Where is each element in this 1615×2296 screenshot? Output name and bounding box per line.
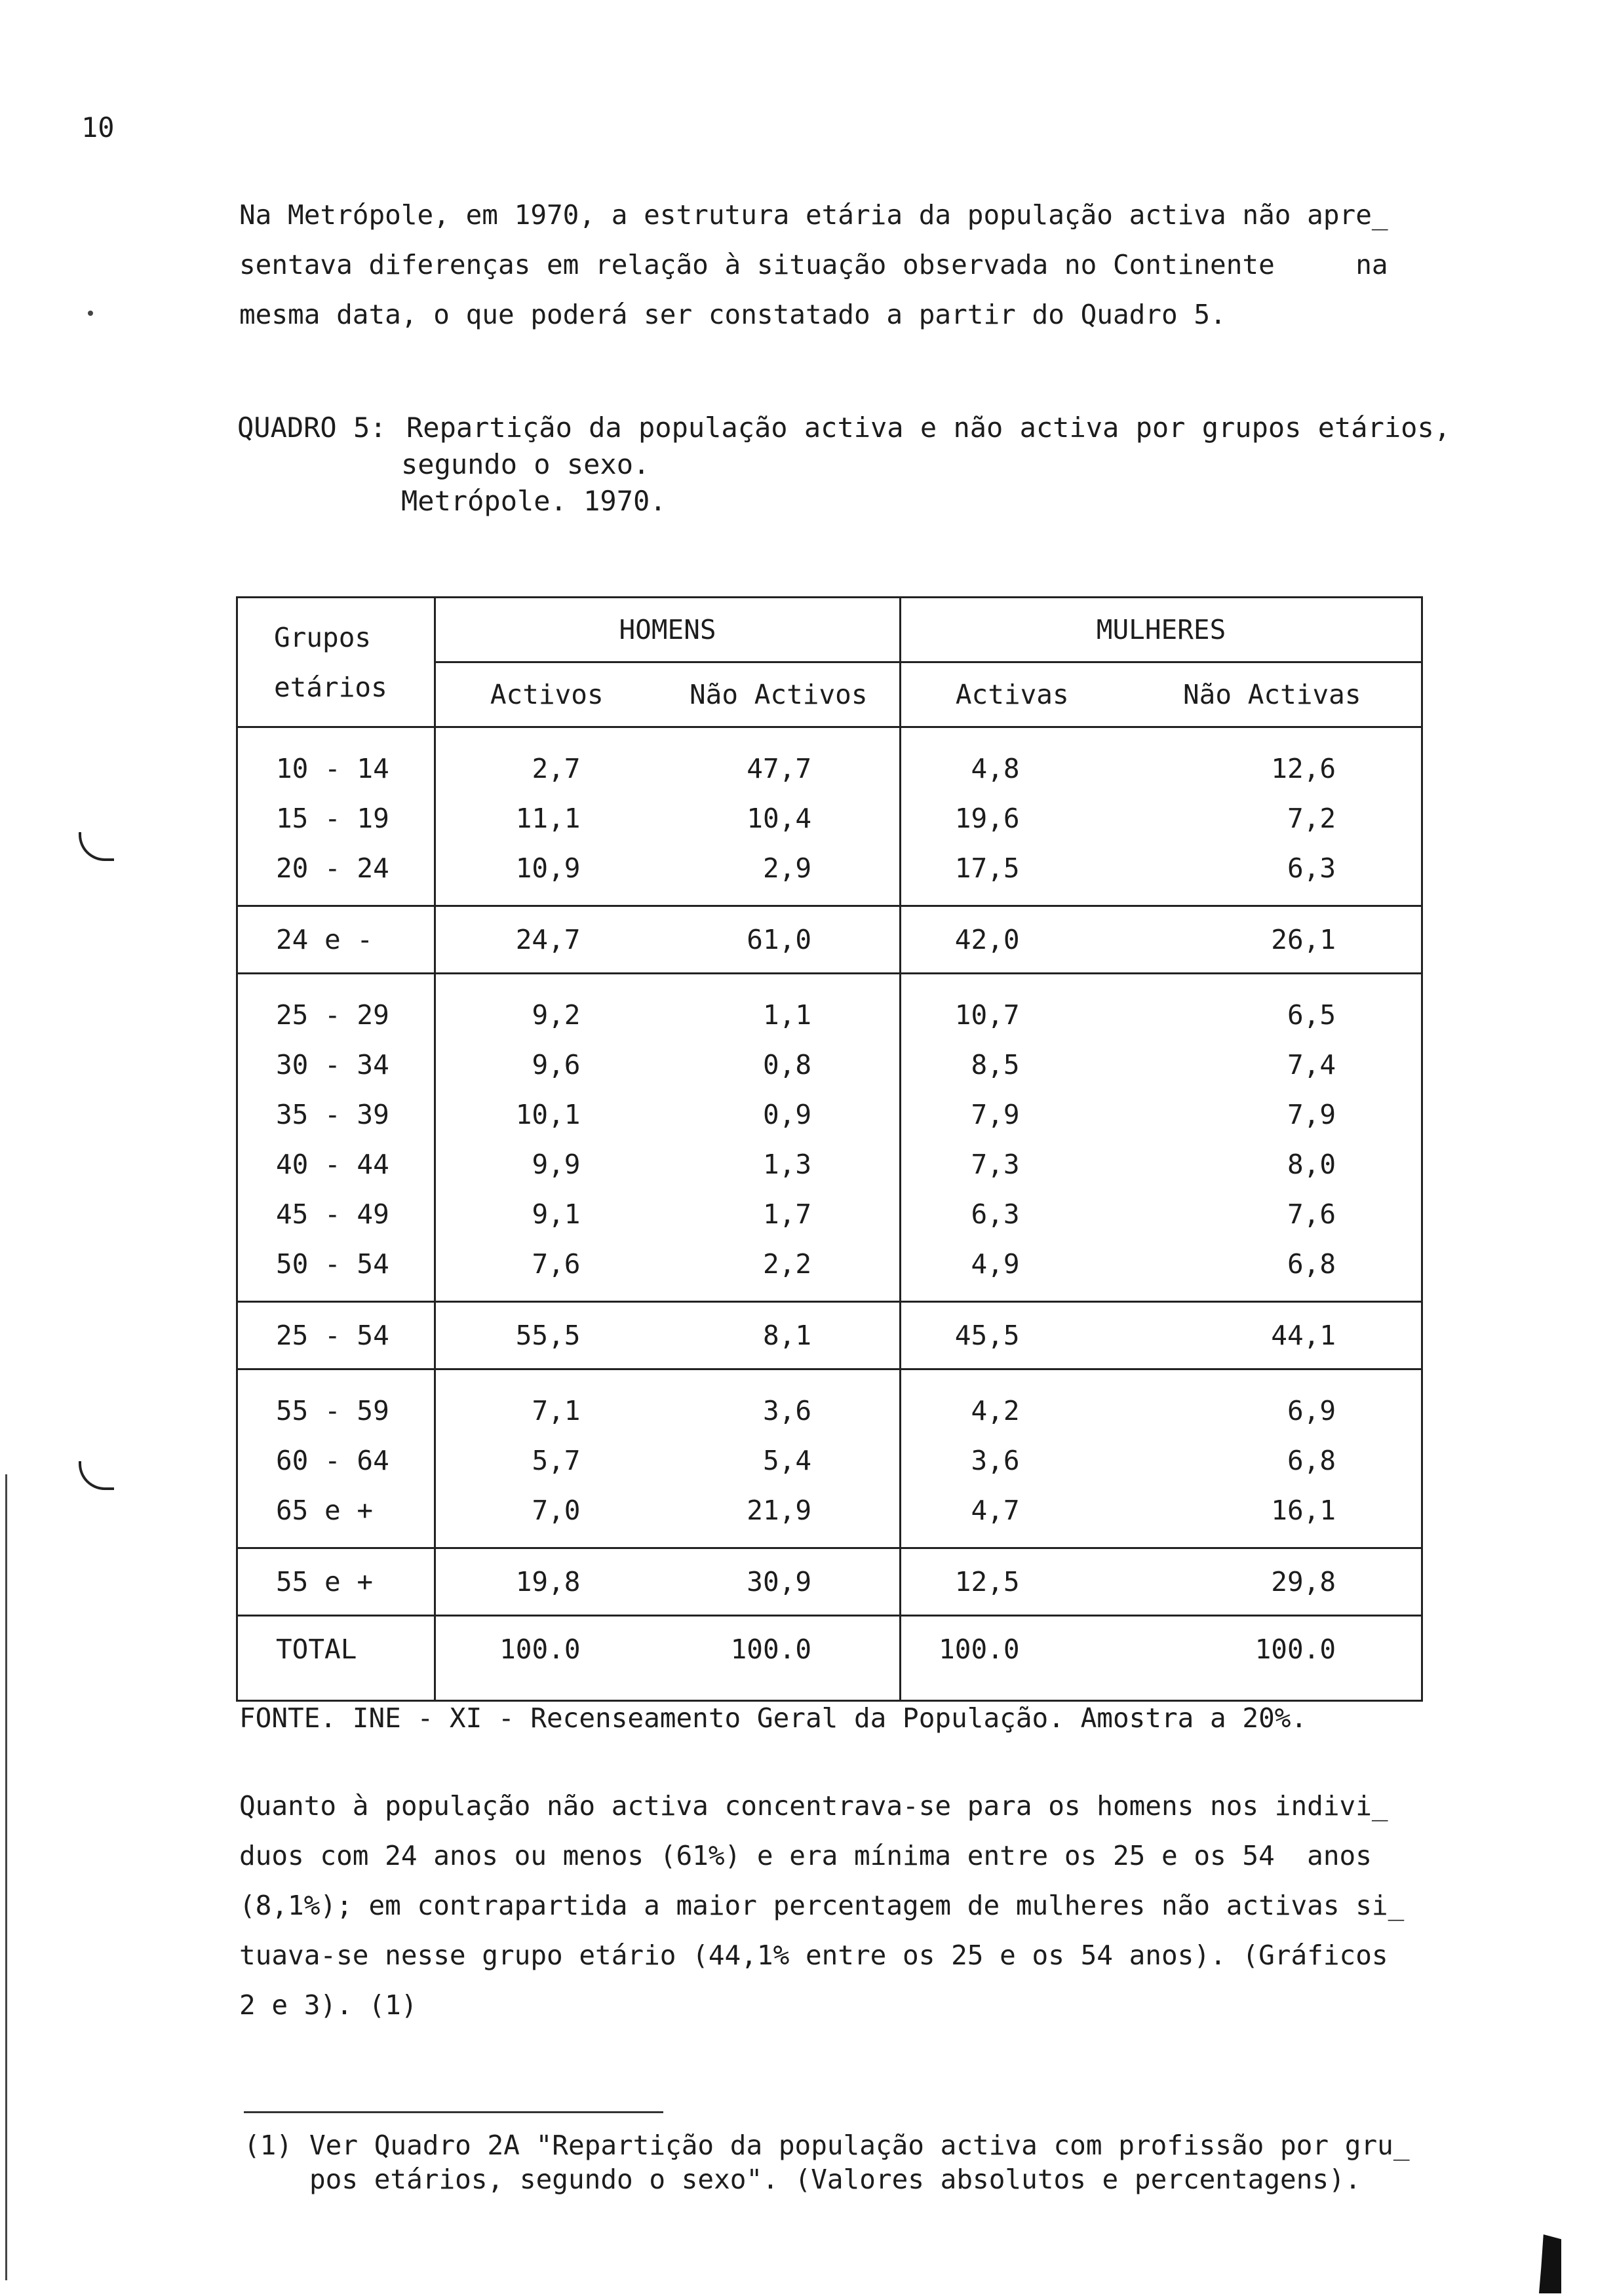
cell-value: 6,9 xyxy=(1287,1395,1336,1426)
cell-value: 12,6 xyxy=(1271,753,1336,784)
row-label: 20 - 24 xyxy=(276,852,389,884)
body-line-5: 2 e 3). (1) xyxy=(239,1989,418,2021)
footnote-mark: (1) xyxy=(244,2130,293,2161)
footnote-line-1: Ver Quadro 2A "Repartição da população activa com profissão por gru_ xyxy=(309,2130,1410,2161)
intro-paragraph xyxy=(239,190,1426,339)
mulheres-activas-values xyxy=(901,974,1123,1302)
cell-value: 3,6 xyxy=(762,1395,812,1426)
table-row-total xyxy=(237,1616,1422,1701)
cell-value: 2,7 xyxy=(532,753,581,784)
mulheres-nao-activas-values xyxy=(1123,1369,1422,1548)
cell-value: 4,9 xyxy=(971,1248,1020,1280)
row-label: 25 - 29 xyxy=(276,999,389,1031)
cell-value: 1,1 xyxy=(762,999,812,1031)
mulheres-header: MULHERES xyxy=(901,598,1422,662)
cell-value: 7,9 xyxy=(1287,1099,1336,1130)
cell-value: 9,6 xyxy=(532,1049,581,1081)
subheader-nao-activas: Não Activas xyxy=(1123,662,1422,727)
body-line-2: duos com 24 anos ou menos (61%) e era mínima entre os 25 e os 54 anos xyxy=(239,1840,1372,1871)
intro-line-2: sentava diferenças em relação à situação observada no Continente na xyxy=(239,249,1388,280)
cell-value: 5,4 xyxy=(762,1445,812,1476)
subheader-activas: Activas xyxy=(955,679,1069,710)
cell-value: 4,2 xyxy=(971,1395,1020,1426)
page-number: 10 xyxy=(81,111,115,144)
homens-nao-activos-values xyxy=(658,974,901,1302)
row-label: 50 - 54 xyxy=(276,1248,389,1280)
scan-edge-line xyxy=(5,1474,7,2280)
cell-value: 6,3 xyxy=(971,1198,1020,1230)
row-label: 55 - 59 xyxy=(276,1395,389,1426)
mulheres-nao-activas-values xyxy=(1123,727,1422,906)
cell-value: 2,2 xyxy=(762,1248,812,1280)
homens-activos-values xyxy=(435,974,658,1302)
cell-value: 45,5 xyxy=(901,1302,1123,1369)
binding-hole-mark-icon xyxy=(79,832,114,861)
table-row-subtotal-3 xyxy=(237,1548,1422,1616)
cell-value: 10,7 xyxy=(954,999,1020,1031)
footnote-divider xyxy=(244,2111,663,2113)
cell-value: 12,5 xyxy=(901,1548,1123,1616)
table-row-group-2 xyxy=(237,974,1422,1302)
row-label: 35 - 39 xyxy=(276,1099,389,1130)
cell-value: 9,9 xyxy=(532,1149,581,1180)
intro-line-3: mesma data, o que poderá ser constatado a partir do Quadro 5. xyxy=(239,299,1226,330)
subheader-activos: Activos xyxy=(490,679,604,710)
cell-value: 7,1 xyxy=(532,1395,581,1426)
subheader-nao-activos: Não Activos xyxy=(658,662,901,727)
cell-value: 100.0 xyxy=(901,1616,1123,1701)
cell-value: 100.0 xyxy=(435,1616,658,1701)
ink-blot-icon xyxy=(1539,2234,1561,2293)
cell-value: 8,0 xyxy=(1287,1149,1336,1180)
data-table-quadro-5 xyxy=(236,596,1423,1702)
homens-header: HOMENS xyxy=(435,598,901,662)
cell-value: 7,6 xyxy=(532,1248,581,1280)
cell-value: 47,7 xyxy=(747,753,812,784)
table-row-group-3 xyxy=(237,1369,1422,1548)
cell-value: 4,7 xyxy=(971,1495,1020,1526)
cell-value: 4,8 xyxy=(971,753,1020,784)
cell-value: 6,8 xyxy=(1287,1248,1336,1280)
cell-value: 100.0 xyxy=(1123,1616,1422,1701)
cell-value: 7,0 xyxy=(532,1495,581,1526)
row-label: 40 - 44 xyxy=(276,1149,389,1180)
cell-value: 2,9 xyxy=(762,852,812,884)
cell-value: 42,0 xyxy=(901,906,1123,974)
row-label: 10 - 14 xyxy=(276,753,389,784)
cell-value: 100.0 xyxy=(658,1616,901,1701)
cell-value: 21,9 xyxy=(747,1495,812,1526)
cell-value: 61,0 xyxy=(658,906,901,974)
cell-value: 44,1 xyxy=(1123,1302,1422,1369)
group-header-line-1: Grupos xyxy=(274,621,372,653)
cell-value: 7,2 xyxy=(1287,803,1336,834)
source-note: FONTE. INE - XI - Recenseamento Geral da População. Amostra a 20%. xyxy=(239,1702,1308,1734)
cell-value: 6,3 xyxy=(1287,852,1336,884)
cell-value: 11,1 xyxy=(515,803,581,834)
cell-value: 7,9 xyxy=(971,1099,1020,1130)
body-paragraph xyxy=(239,1781,1426,2030)
homens-activos-values xyxy=(435,727,658,906)
row-labels xyxy=(237,1369,435,1548)
bullet-mark-icon xyxy=(88,311,93,316)
cell-value: 7,6 xyxy=(1287,1198,1336,1230)
footnote-line-2: pos etários, segundo o sexo". (Valores absolutos e percentagens). xyxy=(309,2164,1361,2195)
group-header-line-2: etários xyxy=(274,671,387,703)
cell-value: 26,1 xyxy=(1123,906,1422,974)
caption-line-3: Metrópole. 1970. xyxy=(401,485,667,517)
caption-line-1: Repartição da população activa e não activa por grupos etários, xyxy=(406,411,1451,444)
cell-value: 1,3 xyxy=(762,1149,812,1180)
homens-nao-activos-values xyxy=(658,1369,901,1548)
cell-value: 8,1 xyxy=(658,1302,901,1369)
row-label: 60 - 64 xyxy=(276,1445,389,1476)
cell-value: 10,4 xyxy=(747,803,812,834)
table-row-subtotal-1 xyxy=(237,906,1422,974)
body-line-1: Quanto à população não activa concentrava-se para os homens nos indivi_ xyxy=(239,1790,1388,1822)
cell-value: 30,9 xyxy=(658,1548,901,1616)
cell-value: 7,4 xyxy=(1287,1049,1336,1081)
body-line-3: (8,1%); em contrapartida a maior percentagem de mulheres não activas si_ xyxy=(239,1890,1405,1921)
cell-value: 1,7 xyxy=(762,1198,812,1230)
mulheres-nao-activas-values xyxy=(1123,974,1422,1302)
table-row-subtotal-2 xyxy=(237,1302,1422,1369)
cell-value: 19,6 xyxy=(954,803,1020,834)
mulheres-activas-values xyxy=(901,727,1123,906)
cell-value: 9,1 xyxy=(532,1198,581,1230)
cell-value: 24,7 xyxy=(435,906,658,974)
row-label: 65 e + xyxy=(276,1495,374,1526)
cell-value: 6,5 xyxy=(1287,999,1336,1031)
cell-value: 6,8 xyxy=(1287,1445,1336,1476)
row-label: 30 - 34 xyxy=(276,1049,389,1081)
row-labels xyxy=(237,727,435,906)
body-line-4: tuava-se nesse grupo etário (44,1% entre os 25 e os 54 anos). (Gráficos xyxy=(239,1940,1388,1971)
binding-hole-mark-icon xyxy=(79,1461,114,1490)
cell-value: 8,5 xyxy=(971,1049,1020,1081)
cell-value: 55,5 xyxy=(435,1302,658,1369)
caption-prefix: QUADRO 5: xyxy=(237,411,387,444)
cell-value: 16,1 xyxy=(1271,1495,1336,1526)
row-label: 55 e + xyxy=(237,1548,435,1616)
cell-value: 10,9 xyxy=(515,852,581,884)
homens-nao-activos-values xyxy=(658,727,901,906)
cell-value: 10,1 xyxy=(515,1099,581,1130)
cell-value: 17,5 xyxy=(954,852,1020,884)
caption-line-2: segundo o sexo. xyxy=(401,448,650,480)
cell-value: 19,8 xyxy=(435,1548,658,1616)
row-label: TOTAL xyxy=(237,1616,435,1701)
row-labels xyxy=(237,974,435,1302)
intro-line-1: Na Metrópole, em 1970, a estrutura etária da população activa não apre_ xyxy=(239,199,1388,231)
caption-body xyxy=(401,410,1451,520)
cell-value: 29,8 xyxy=(1123,1548,1422,1616)
table-row-group-1 xyxy=(237,727,1422,906)
row-label: 24 e - xyxy=(237,906,435,974)
row-label: 15 - 19 xyxy=(276,803,389,834)
cell-value: 0,9 xyxy=(762,1099,812,1130)
cell-value: 7,3 xyxy=(971,1149,1020,1180)
homens-activos-values xyxy=(435,1369,658,1548)
mulheres-activas-values xyxy=(901,1369,1123,1548)
cell-value: 0,8 xyxy=(762,1049,812,1081)
cell-value: 3,6 xyxy=(971,1445,1020,1476)
row-label: 45 - 49 xyxy=(276,1198,389,1230)
group-header-cell xyxy=(237,598,435,727)
row-label: 25 - 54 xyxy=(237,1302,435,1369)
cell-value: 9,2 xyxy=(532,999,581,1031)
cell-value: 5,7 xyxy=(532,1445,581,1476)
footnote-body xyxy=(309,2128,1410,2196)
